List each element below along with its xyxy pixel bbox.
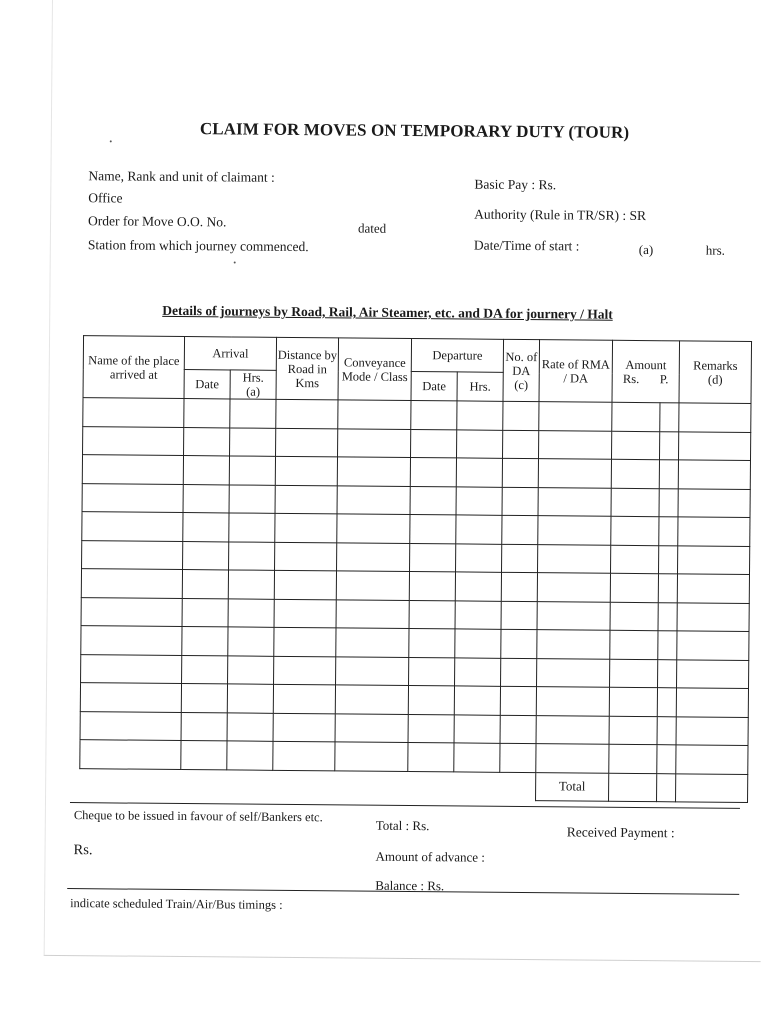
total-amount-rs[interactable] (609, 773, 657, 802)
table-cell[interactable] (537, 573, 610, 602)
table-cell[interactable] (677, 631, 749, 660)
col-place-header: Name of the place arrived at (83, 336, 185, 399)
name-rank-unit-label: Name, Rank and unit of claimant : (88, 168, 275, 185)
hrs-label: hrs. (705, 242, 726, 258)
table-cell[interactable] (338, 428, 411, 457)
table-cell[interactable] (609, 744, 657, 773)
table-cell[interactable] (335, 713, 408, 742)
table-cell[interactable] (679, 431, 751, 460)
col-no-da-label: No. of DA (505, 349, 538, 378)
table-cell[interactable] (538, 459, 611, 488)
table-cell[interactable] (408, 714, 454, 743)
col-arrival-hrs-note: (a) (246, 384, 261, 399)
table-cell[interactable] (335, 685, 408, 714)
table-cell[interactable] (182, 655, 228, 684)
table-cell[interactable] (610, 573, 658, 602)
table-cell[interactable] (503, 401, 539, 430)
col-departure-header: Departure (411, 339, 503, 373)
table-cell[interactable] (456, 458, 502, 487)
col-distance-header: Distance by Road in Kms (276, 337, 339, 400)
table-cell[interactable] (275, 456, 337, 485)
table-cell[interactable] (538, 544, 611, 573)
table-cell[interactable] (411, 429, 457, 458)
table-cell[interactable] (338, 400, 411, 429)
table-cell[interactable] (678, 460, 750, 489)
table-cell[interactable] (612, 402, 660, 431)
table-cell[interactable] (678, 517, 750, 546)
table-cell[interactable] (336, 571, 409, 600)
table-cell[interactable] (80, 683, 181, 712)
form-title: CLAIM FOR MOVES ON TEMPORARY DUTY (TOUR) (199, 119, 630, 142)
col-departure-hrs-header: Hrs. (457, 372, 503, 401)
table-cell[interactable] (658, 659, 677, 688)
office-label: Office (88, 190, 123, 206)
balance-rs-label: Balance : Rs. (375, 877, 445, 894)
timings-label: indicate scheduled Train/Air/Bus timings : (70, 896, 283, 912)
table-cell[interactable] (83, 426, 184, 455)
table-cell[interactable] (500, 715, 536, 744)
station-commenced-label: Station from which journey commenced. (87, 237, 309, 255)
table-cell[interactable] (539, 430, 612, 459)
table-cell[interactable] (502, 458, 538, 487)
received-payment-label: Received Payment : (566, 824, 675, 841)
table-cell[interactable] (454, 714, 500, 743)
table-cell[interactable] (274, 570, 336, 599)
table-cell[interactable] (273, 684, 335, 713)
table-cell[interactable] (182, 570, 228, 599)
journey-table-body (80, 398, 752, 803)
table-cell[interactable] (80, 740, 181, 769)
table-cell[interactable] (611, 545, 659, 574)
table-cell[interactable] (455, 600, 501, 629)
journey-details-subtitle: Details of journeys by Road, Rail, Air Steamer, etc. and DA for journery / Halt (162, 302, 613, 322)
date-time-a-label: (a) (638, 242, 654, 258)
table-cell[interactable] (227, 712, 273, 741)
table-cell[interactable] (456, 543, 502, 572)
table-cell[interactable] (658, 574, 677, 603)
table-cell[interactable] (182, 627, 228, 656)
table-cell[interactable] (227, 684, 273, 713)
table-cell[interactable] (409, 657, 455, 686)
table-cell[interactable] (275, 513, 337, 542)
total-row (80, 768, 748, 802)
col-no-da-note: (c) (514, 377, 529, 392)
col-conveyance-header: Conveyance Mode / Class (338, 338, 412, 401)
table-cell[interactable] (336, 599, 409, 628)
table-cell[interactable] (276, 428, 338, 457)
table-cell[interactable] (230, 399, 276, 428)
table-cell[interactable] (611, 516, 659, 545)
table-cell[interactable] (82, 455, 183, 484)
table-cell[interactable] (678, 488, 750, 517)
table-cell[interactable] (337, 542, 410, 571)
table-cell[interactable] (275, 542, 337, 571)
table-cell[interactable] (274, 627, 336, 656)
col-remarks-note: (d) (707, 372, 723, 387)
table-cell[interactable] (337, 457, 410, 486)
authority-label: Authority (Rule in TR/SR) : SR (474, 206, 647, 224)
table-cell[interactable] (659, 488, 678, 517)
col-amount-label: Amount (625, 357, 667, 372)
table-cell[interactable] (455, 572, 501, 601)
amount-of-advance-label: Amount of advance : (375, 848, 485, 865)
table-cell[interactable] (410, 515, 456, 544)
table-cell[interactable] (503, 430, 539, 459)
table-cell[interactable] (228, 655, 274, 684)
col-rate-header: Rate of RMA / DA (539, 340, 613, 403)
table-cell[interactable] (501, 572, 537, 601)
col-amount-p: P. (659, 371, 669, 386)
table-cell[interactable] (657, 688, 676, 717)
table-cell[interactable] (229, 484, 275, 513)
table-cell[interactable] (538, 487, 611, 516)
table-cell[interactable] (229, 456, 275, 485)
table-cell[interactable] (610, 630, 658, 659)
table-cell[interactable] (336, 656, 409, 685)
form-sheet (44, 0, 768, 962)
table-cell[interactable] (336, 628, 409, 657)
table-cell[interactable] (409, 629, 455, 658)
table-cell[interactable] (500, 686, 536, 715)
table-cell[interactable] (676, 688, 748, 717)
col-remarks-label: Remarks (693, 357, 738, 373)
table-cell[interactable] (184, 427, 230, 456)
table-cell[interactable] (183, 541, 229, 570)
table-cell[interactable] (230, 427, 276, 456)
col-arrival-hrs-label: Hrs. (242, 370, 264, 385)
table-cell[interactable] (409, 600, 455, 629)
table-cell[interactable] (80, 711, 181, 740)
table-cell[interactable] (536, 687, 609, 716)
total-rs-label: Total : Rs. (375, 817, 430, 834)
table-cell[interactable] (676, 716, 748, 745)
table-cell[interactable] (658, 602, 677, 631)
table-cell[interactable] (457, 429, 503, 458)
table-cell[interactable] (657, 745, 676, 774)
table-cell[interactable] (501, 658, 537, 687)
table-cell[interactable] (677, 574, 749, 603)
table-cell[interactable] (538, 516, 611, 545)
table-cell[interactable] (660, 431, 679, 460)
table-cell[interactable] (659, 545, 678, 574)
total-amount-p[interactable] (657, 773, 676, 802)
speck-mark (234, 261, 236, 263)
table-cell[interactable] (659, 460, 678, 489)
table-cell[interactable] (183, 484, 229, 513)
table-cell[interactable] (677, 659, 749, 688)
table-cell[interactable] (229, 541, 275, 570)
table-cell[interactable] (659, 517, 678, 546)
table-cell[interactable] (502, 515, 538, 544)
total-row-spacer (80, 768, 536, 800)
table-cell[interactable] (676, 745, 748, 774)
table-cell[interactable] (457, 401, 503, 430)
table-cell[interactable] (500, 743, 536, 772)
journey-details-table (79, 335, 752, 803)
table-cell[interactable] (537, 630, 610, 659)
table-cell[interactable] (337, 514, 410, 543)
table-cell[interactable] (679, 403, 751, 432)
col-no-da-header (503, 339, 540, 401)
col-amount-header (612, 340, 680, 403)
col-arrival-header: Arrival (184, 337, 276, 371)
table-cell[interactable] (454, 743, 500, 772)
table-cell[interactable] (273, 713, 335, 742)
table-cell[interactable] (181, 684, 227, 713)
table-cell[interactable] (610, 659, 658, 688)
table-cell[interactable] (609, 687, 657, 716)
col-remarks-header (679, 341, 752, 404)
table-cell[interactable] (678, 545, 750, 574)
footer-top-rule (70, 802, 740, 809)
table-cell[interactable] (335, 742, 408, 771)
table-cell[interactable] (83, 398, 184, 427)
table-cell[interactable] (181, 712, 227, 741)
dated-label: dated (357, 220, 387, 236)
table-cell[interactable] (609, 716, 657, 745)
table-cell[interactable] (228, 598, 274, 627)
table-cell[interactable] (501, 629, 537, 658)
table-cell[interactable] (82, 512, 183, 541)
table-cell[interactable] (184, 399, 230, 428)
table-cell[interactable] (82, 483, 183, 512)
table-cell[interactable] (81, 654, 182, 683)
table-cell[interactable] (610, 602, 658, 631)
col-arrival-hrs-header (230, 370, 276, 399)
table-cell[interactable] (183, 513, 229, 542)
table-cell[interactable] (658, 631, 677, 660)
table-cell[interactable] (82, 540, 183, 569)
table-cell[interactable] (502, 487, 538, 516)
table-cell[interactable] (182, 598, 228, 627)
table-cell[interactable] (537, 601, 610, 630)
table-cell[interactable] (81, 569, 182, 598)
table-cell[interactable] (273, 741, 335, 770)
table-cell[interactable] (408, 686, 454, 715)
table-cell[interactable] (229, 513, 275, 542)
table-cell[interactable] (81, 597, 182, 626)
table-cell[interactable] (274, 599, 336, 628)
table-cell[interactable] (657, 716, 676, 745)
table-cell[interactable] (410, 458, 456, 487)
table-cell[interactable] (455, 657, 501, 686)
total-remarks[interactable] (676, 773, 748, 802)
table-cell[interactable] (612, 431, 660, 460)
cheque-rs-label: Rs. (73, 842, 93, 859)
table-cell[interactable] (456, 486, 502, 515)
table-cell[interactable] (611, 488, 659, 517)
table-cell[interactable] (408, 743, 454, 772)
table-cell[interactable] (275, 485, 337, 514)
total-label: Total (536, 772, 609, 801)
speck-mark (110, 140, 112, 142)
table-cell[interactable] (536, 715, 609, 744)
table-cell[interactable] (456, 515, 502, 544)
cheque-label: Cheque to be issued in favour of self/Bankers etc. (73, 808, 323, 825)
col-amount-rs: Rs. (622, 371, 640, 386)
date-time-start-label: Date/Time of start : (473, 237, 580, 254)
table-cell[interactable] (501, 601, 537, 630)
table-cell[interactable] (410, 486, 456, 515)
table-cell[interactable] (611, 459, 659, 488)
table-cell[interactable] (227, 741, 273, 770)
table-cell[interactable] (181, 741, 227, 770)
table-cell[interactable] (502, 544, 538, 573)
basic-pay-label: Basic Pay : Rs. (474, 176, 557, 193)
table-cell[interactable] (409, 572, 455, 601)
table-cell[interactable] (454, 686, 500, 715)
table-cell[interactable] (276, 399, 338, 428)
col-departure-date-header: Date (411, 372, 457, 401)
table-cell[interactable] (228, 627, 274, 656)
table-cell[interactable] (410, 543, 456, 572)
table-cell[interactable] (411, 401, 457, 430)
table-cell[interactable] (274, 656, 336, 685)
col-amount-subheads (613, 371, 679, 386)
table-cell[interactable] (660, 403, 679, 432)
table-cell[interactable] (183, 456, 229, 485)
table-cell[interactable] (536, 744, 609, 773)
table-cell[interactable] (455, 629, 501, 658)
table-cell[interactable] (228, 570, 274, 599)
table-cell[interactable] (539, 402, 612, 431)
order-for-move-label: Order for Move O.O. No. (87, 213, 227, 230)
table-cell[interactable] (81, 626, 182, 655)
table-cell[interactable] (677, 602, 749, 631)
table-cell[interactable] (337, 485, 410, 514)
table-cell[interactable] (537, 658, 610, 687)
col-arrival-date-header: Date (184, 370, 230, 399)
